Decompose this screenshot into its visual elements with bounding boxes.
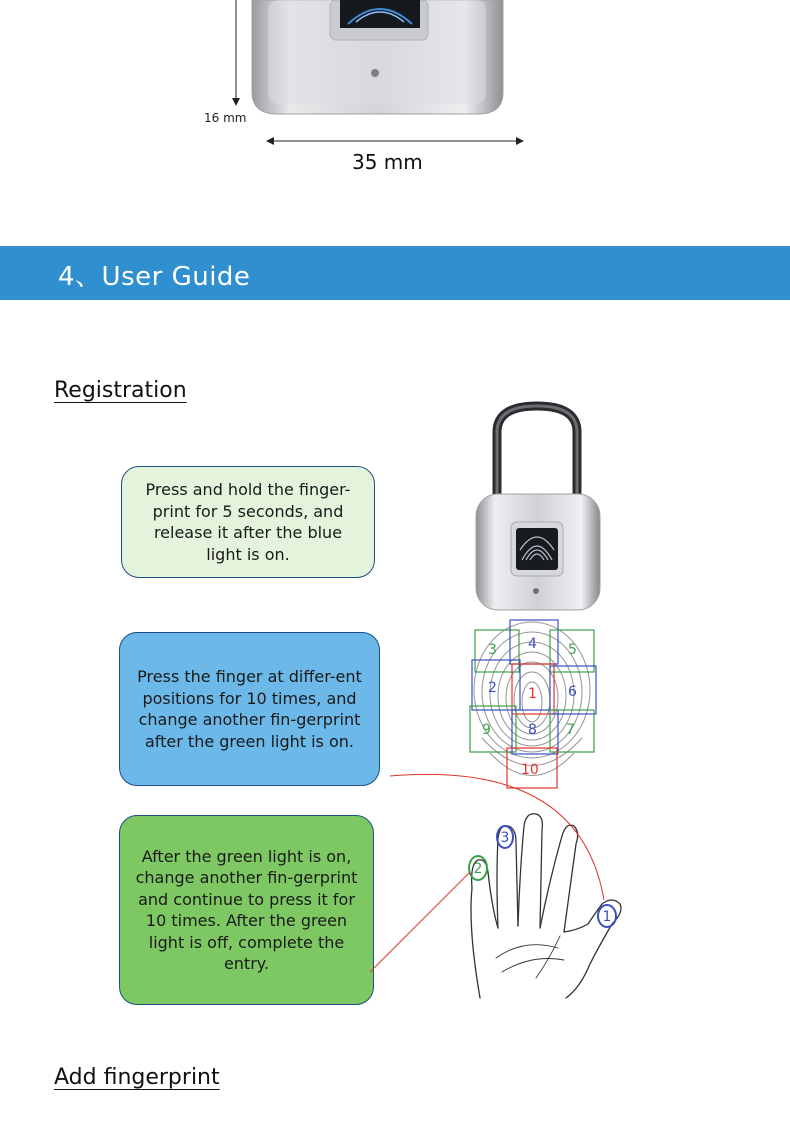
fingerprint-position-2: 2	[488, 680, 497, 696]
step-2-text: Press the finger at differ-ent positions for 10 times, and change another fin-gerprint after the green light is on.	[137, 667, 362, 751]
section-title: 4、User Guide	[58, 262, 251, 292]
fingerprint-positions-illustration	[462, 618, 602, 793]
fingerprint-position-3: 3	[488, 642, 497, 658]
fingerprint-icon	[462, 618, 602, 793]
fingerprint-position-9: 9	[482, 722, 491, 738]
hand-icon	[440, 808, 640, 1003]
fingerprint-position-4: 4	[528, 636, 537, 652]
fingerprint-position-5: 5	[568, 642, 577, 658]
fingerprint-position-8: 8	[528, 722, 537, 738]
fingerprint-position-6: 6	[568, 684, 577, 700]
registration-step-2	[119, 632, 380, 786]
step-1-text: Press and hold the finger-print for 5 seconds, and release it after the blue light is on.	[145, 480, 351, 564]
registration-step-1	[121, 466, 375, 578]
finger-label-2: 2	[473, 861, 483, 877]
finger-label-1: 1	[602, 909, 612, 925]
fingerprint-position-7: 7	[566, 722, 575, 738]
step-3-text: After the green light is on, change another fin-gerprint and continue to press it for 10 times. After the green light is off, complete the entry.	[135, 846, 358, 973]
height-dimension-label: 16 mm	[204, 111, 247, 125]
finger-label-3: 3	[500, 830, 510, 846]
registration-step-3	[119, 815, 374, 1005]
fingerprint-position-1: 1	[528, 686, 537, 702]
section-banner	[0, 246, 790, 300]
padlock-illustration	[460, 400, 620, 615]
registration-heading: Registration	[54, 378, 187, 403]
padlock-icon	[460, 400, 620, 615]
fingerprint-position-10: 10	[521, 762, 539, 778]
add-fingerprint-heading: Add fingerprint	[54, 1065, 220, 1090]
hand-illustration	[440, 808, 640, 1003]
lock-dimension-image	[0, 0, 790, 230]
lock-dimension-drawing	[0, 0, 790, 230]
width-dimension-label: 35 mm	[352, 150, 423, 174]
